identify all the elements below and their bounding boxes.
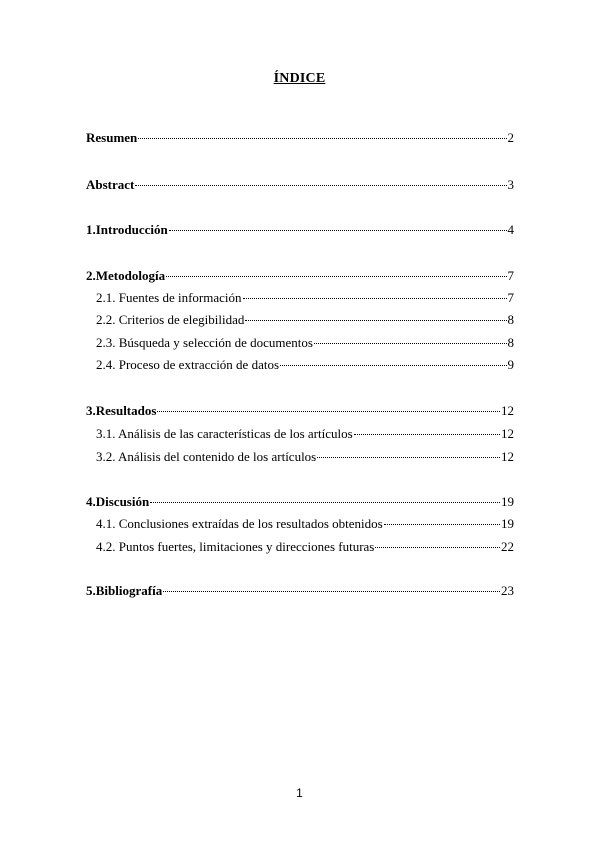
toc-entry-discusion[interactable]	[86, 494, 514, 510]
toc-entry-page: 12	[501, 449, 514, 464]
toc-entry-label: 4.Discusión	[86, 494, 150, 509]
dot-leader	[157, 410, 500, 412]
toc-entry-label: Abstract	[86, 177, 135, 192]
toc-entry-resumen[interactable]	[86, 130, 514, 146]
toc-entry-page: 8	[507, 312, 514, 327]
toc-entry-page: 4	[507, 222, 514, 237]
toc-entry-puntos-fuertes[interactable]	[96, 539, 514, 555]
toc-entry-label: Resumen	[86, 130, 138, 145]
dot-leader	[169, 229, 507, 231]
toc-entry-page: 7	[507, 268, 514, 283]
toc-entry-label: 2.2. Criterios de elegibilidad	[96, 312, 245, 327]
toc-entry-page: 23	[501, 583, 514, 598]
toc-entry-page: 19	[501, 516, 514, 531]
toc-entry-conclusiones[interactable]	[96, 516, 514, 532]
dot-leader	[317, 456, 500, 458]
dot-leader	[150, 501, 500, 503]
toc-entry-metodologia[interactable]	[86, 268, 514, 284]
dot-leader	[243, 297, 507, 299]
toc-entry-label: 4.2. Puntos fuertes, limitaciones y direcciones futuras	[96, 539, 375, 554]
toc-entry-label: 2.Metodología	[86, 268, 166, 283]
toc-entry-label: 2.1. Fuentes de información	[96, 290, 242, 305]
dot-leader	[166, 275, 506, 277]
dot-leader	[135, 184, 506, 186]
page-number: 1	[296, 786, 303, 800]
toc-entry-criterios[interactable]	[96, 312, 514, 328]
toc-entry-resultados[interactable]	[86, 403, 514, 419]
toc-entry-abstract[interactable]	[86, 177, 514, 193]
toc-entry-fuentes[interactable]	[96, 290, 514, 306]
dot-leader	[280, 364, 506, 366]
dot-leader	[384, 523, 500, 525]
toc-entry-page: 3	[507, 177, 514, 192]
dot-leader	[138, 137, 506, 139]
toc-entry-label: 2.4. Proceso de extracción de datos	[96, 357, 280, 372]
toc-entry-page: 8	[507, 335, 514, 350]
toc-entry-proceso[interactable]	[96, 357, 514, 373]
toc-entry-label: 3.Resultados	[86, 403, 157, 418]
dot-leader	[163, 590, 500, 592]
toc-entry-label: 4.1. Conclusiones extraídas de los resultados obtenidos	[96, 516, 383, 531]
toc-entry-introduccion[interactable]	[86, 222, 514, 238]
dot-leader	[375, 546, 500, 548]
toc-entry-contenido[interactable]	[96, 449, 514, 465]
toc-entry-label: 5.Bibliografía	[86, 583, 163, 598]
toc-entry-page: 7	[507, 290, 514, 305]
dot-leader	[354, 433, 500, 435]
toc-entry-page: 2	[507, 130, 514, 145]
toc-entry-label: 2.3. Búsqueda y selección de documentos	[96, 335, 313, 350]
toc-entry-bibliografia[interactable]	[86, 583, 514, 599]
toc-entry-busqueda[interactable]	[96, 335, 514, 351]
toc-entry-label: 3.1. Análisis de las características de los artículos	[96, 426, 353, 441]
toc-entry-page: 12	[501, 426, 514, 441]
dot-leader	[314, 342, 507, 344]
toc-entry-label: 1.Introducción	[86, 222, 168, 237]
toc-entry-page: 12	[501, 403, 514, 418]
toc-entry-label: 3.2. Análisis del contenido de los artículos	[96, 449, 317, 464]
toc-entry-caracteristicas[interactable]	[96, 426, 514, 442]
page-title: ÍNDICE	[273, 71, 326, 86]
toc-entry-page: 22	[501, 539, 514, 554]
dot-leader	[245, 319, 506, 321]
toc-entry-page: 19	[501, 494, 514, 509]
toc-entry-page: 9	[507, 357, 514, 372]
